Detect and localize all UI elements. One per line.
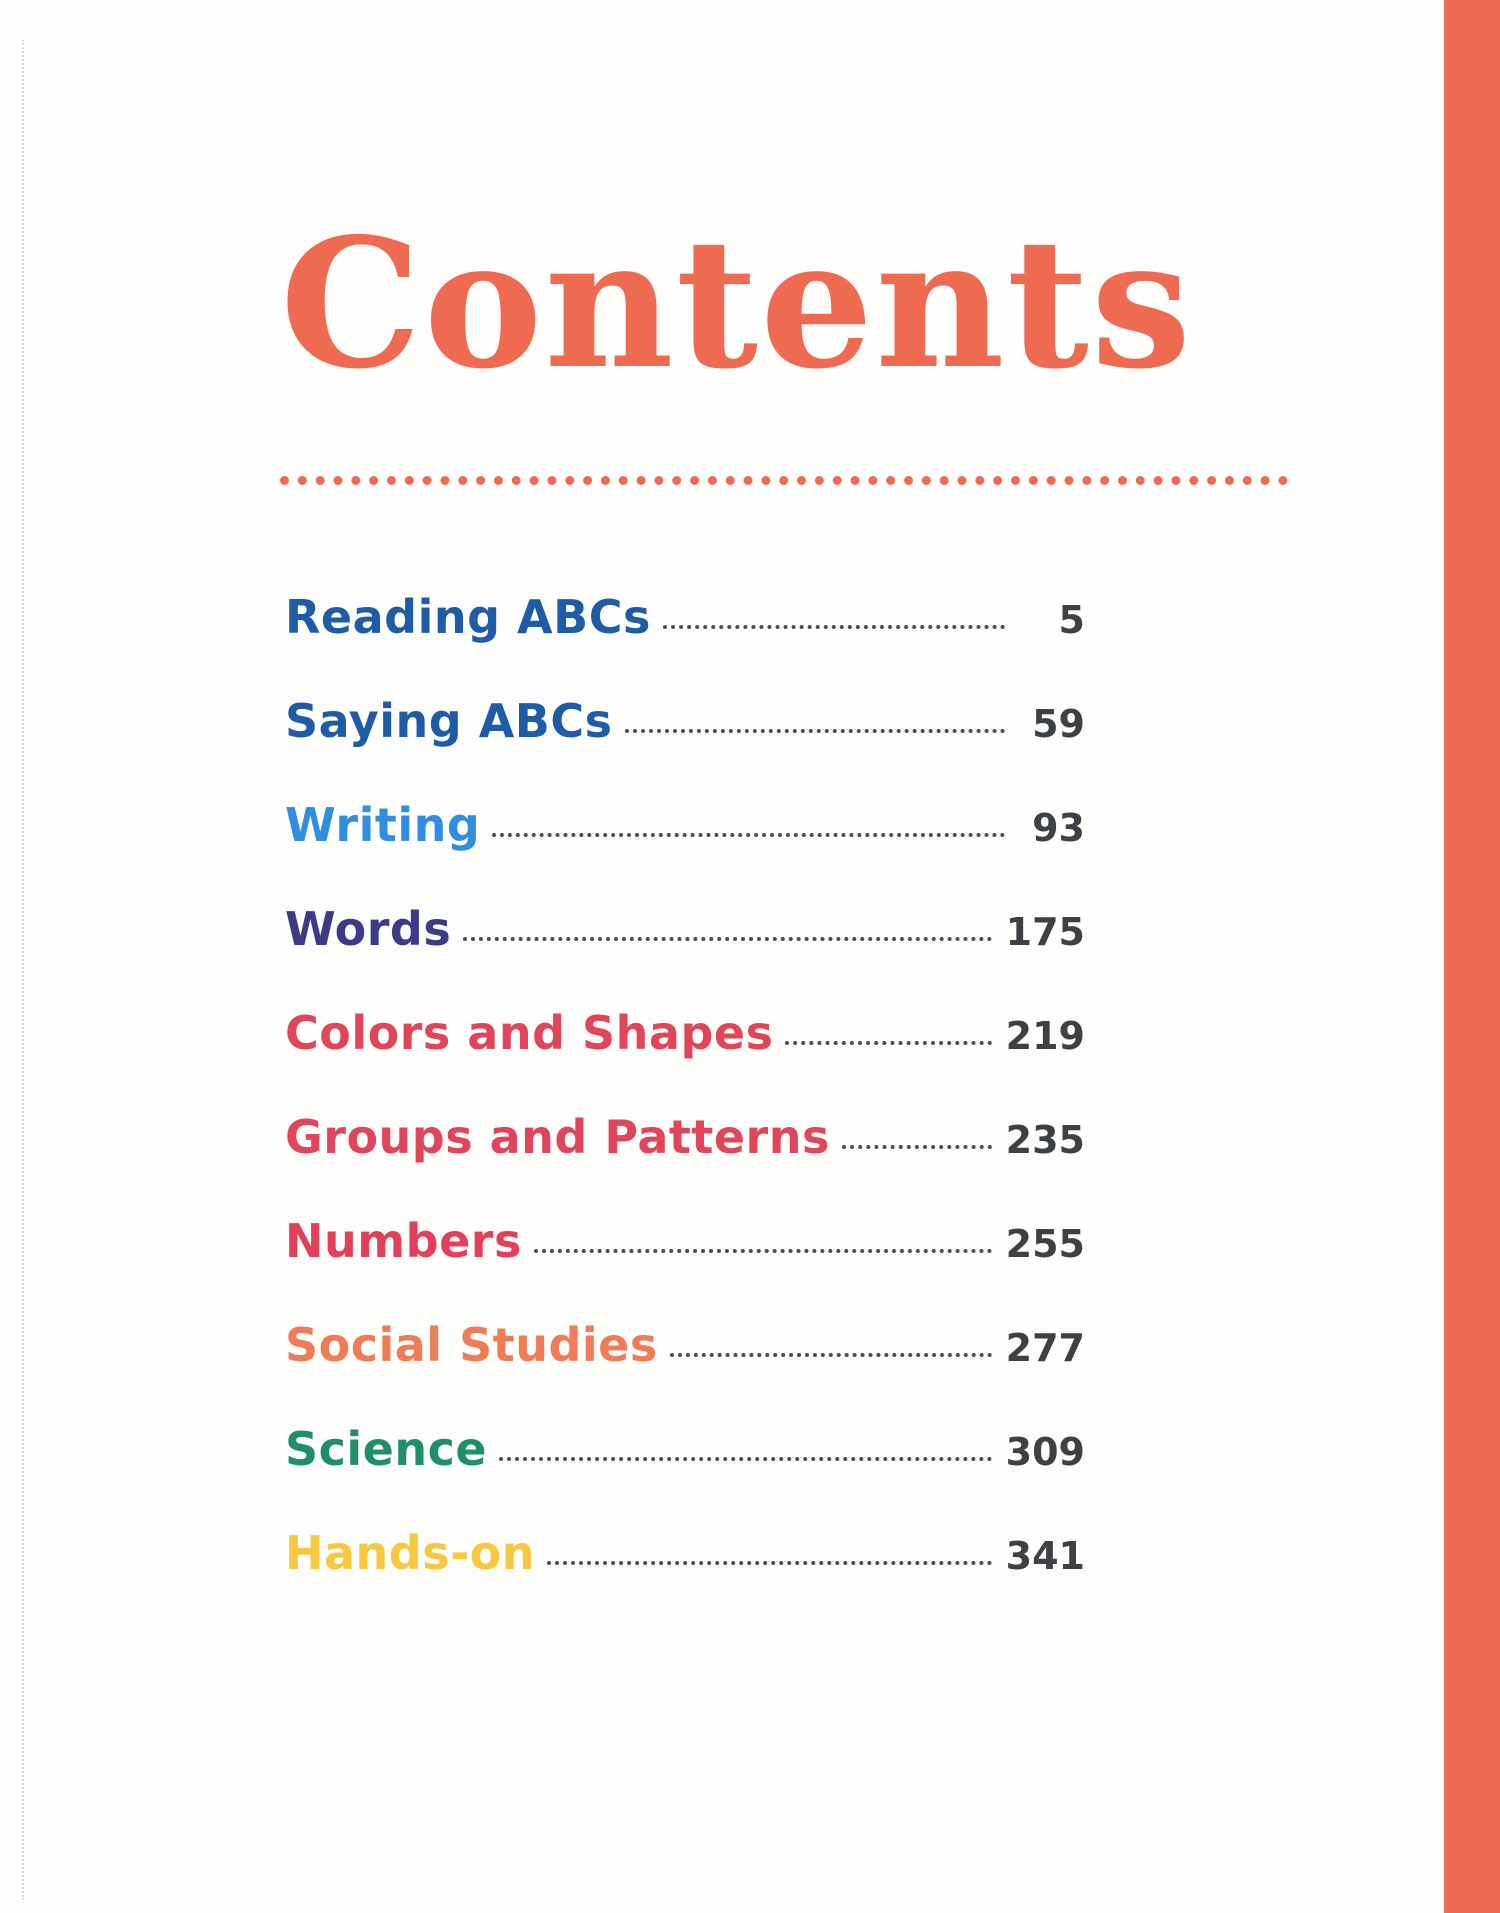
page-title: Contents <box>280 199 1194 408</box>
dot-leader <box>499 1457 992 1461</box>
toc-page-number: 59 <box>1032 702 1085 746</box>
toc-entry-reading-abcs[interactable] <box>285 590 1085 694</box>
toc-entry-hands-on[interactable] <box>285 1526 1085 1630</box>
dot-leader <box>547 1561 992 1565</box>
toc-entry-numbers[interactable] <box>285 1214 1085 1318</box>
toc-entry-words[interactable] <box>285 902 1085 1006</box>
toc-entry-label: Groups and Patterns <box>285 1110 830 1164</box>
toc-entry-label: Writing <box>285 798 481 852</box>
toc-entry-saying-abcs[interactable] <box>285 694 1085 798</box>
dot-leader <box>842 1145 992 1149</box>
toc-entry-label: Science <box>285 1422 488 1476</box>
toc-entry-label: Saying ABCs <box>285 694 613 748</box>
toc-page-number: 235 <box>1005 1118 1085 1162</box>
toc-page-number: 309 <box>1005 1430 1085 1474</box>
toc-entry-label: Words <box>285 902 452 956</box>
title-dotted-divider <box>280 476 1288 485</box>
dot-leader <box>492 833 1005 837</box>
toc-entry-social-studies[interactable] <box>285 1318 1085 1422</box>
toc-page-number: 219 <box>1005 1014 1085 1058</box>
toc-entry-label: Colors and Shapes <box>285 1006 774 1060</box>
toc-entry-label: Hands-on <box>285 1526 536 1580</box>
dot-leader <box>785 1041 991 1045</box>
table-of-contents <box>285 590 1085 1630</box>
toc-entry-science[interactable] <box>285 1422 1085 1526</box>
toc-page-number: 277 <box>1005 1326 1085 1370</box>
dot-leader <box>534 1249 992 1253</box>
toc-entry-label: Social Studies <box>285 1318 658 1372</box>
toc-page-number: 255 <box>1005 1222 1085 1266</box>
toc-entry-writing[interactable] <box>285 798 1085 902</box>
toc-entry-colors-and-shapes[interactable] <box>285 1006 1085 1110</box>
binding-edge-marks <box>22 40 24 1900</box>
toc-entry-label: Reading ABCs <box>285 590 651 644</box>
toc-page-number: 341 <box>1005 1534 1085 1578</box>
toc-page-number: 5 <box>1058 598 1085 642</box>
dot-leader <box>663 625 1005 629</box>
page-edge-color-band <box>1444 0 1500 1913</box>
dot-leader <box>670 1353 992 1357</box>
toc-page-number: 175 <box>1005 910 1085 954</box>
dot-leader <box>625 729 1006 733</box>
toc-entry-groups-and-patterns[interactable] <box>285 1110 1085 1214</box>
toc-entry-label: Numbers <box>285 1214 522 1268</box>
toc-page-number: 93 <box>1032 806 1085 850</box>
dot-leader <box>463 937 991 941</box>
